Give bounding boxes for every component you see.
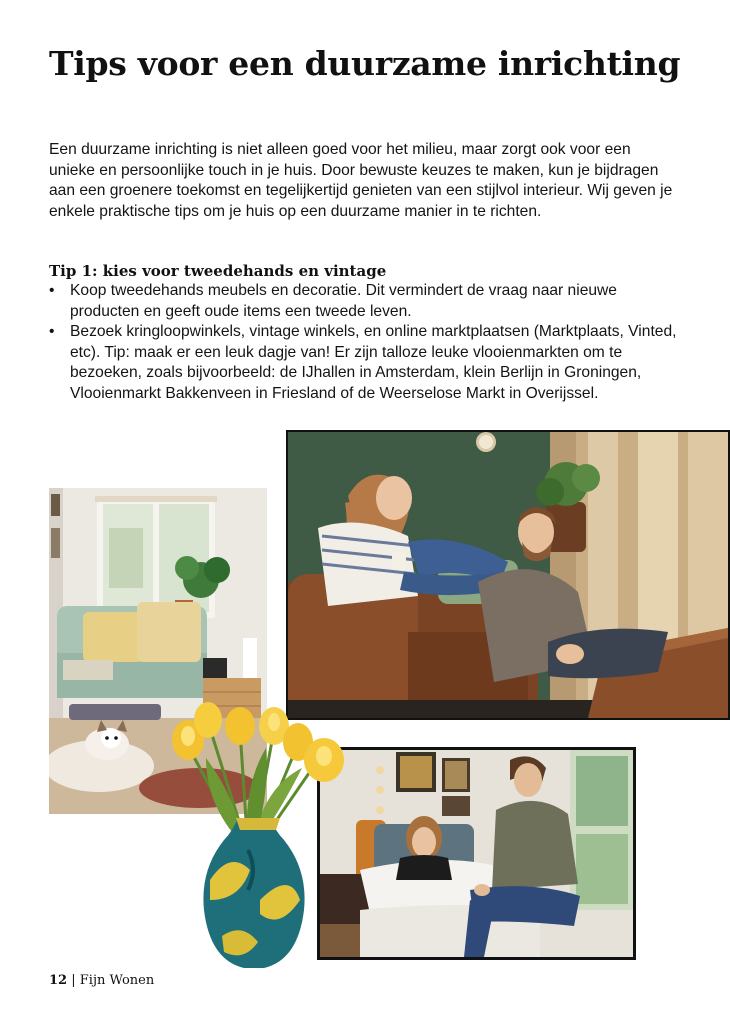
tip-1-heading: Tip 1: kies voor tweedehands en vintage [49,262,387,280]
page-footer [49,972,154,990]
magazine-name: Fijn Wonen [79,973,155,988]
tip-1-list [49,281,679,405]
article-intro: Een duurzame inrichting is niet alleen goed voor het milieu, maar zorgt ook voor een unieke en persoonlijke touch in je huis. Door bewuste keuzes te maken, kun je bijdragen aan een groenere toekomst en tegelijkertijd genieten van een stijlvol interieur. Wij geven je enkele praktische tips om je huis op een duurzame manier in te richten. [49,141,673,220]
couple-sofa-photo [286,430,730,720]
tulip-vase-photo [148,700,358,970]
page-number: 12 [49,973,68,988]
tip-1-bullet-1: • Koop tweedehands meubels en decoratie. Dit vermindert de vraag naar nieuwe producten en geeft oude items een tweede leven. [49,281,679,322]
article-title: Tips voor een duurzame inrichting [49,44,681,83]
couple-bedroom-photo [317,747,636,960]
footer-separator: | [71,973,76,988]
tip-1-bullet-2: • Bezoek kringloopwinkels, vintage winkels, en online marktplaatsen (Marktplaats, Vinted, etc). Tip: maak er een leuk dagje van! Er zijn talloze leuke vlooienmarkten om te bezoeken, zoals bijvoorbeeld: de IJhallen in Amsterdam, klein Berlijn in Groningen, Vlooienmarkt Bakkenveen in Friesland of de Weerselose Markt in Overijssel. [49,322,679,404]
